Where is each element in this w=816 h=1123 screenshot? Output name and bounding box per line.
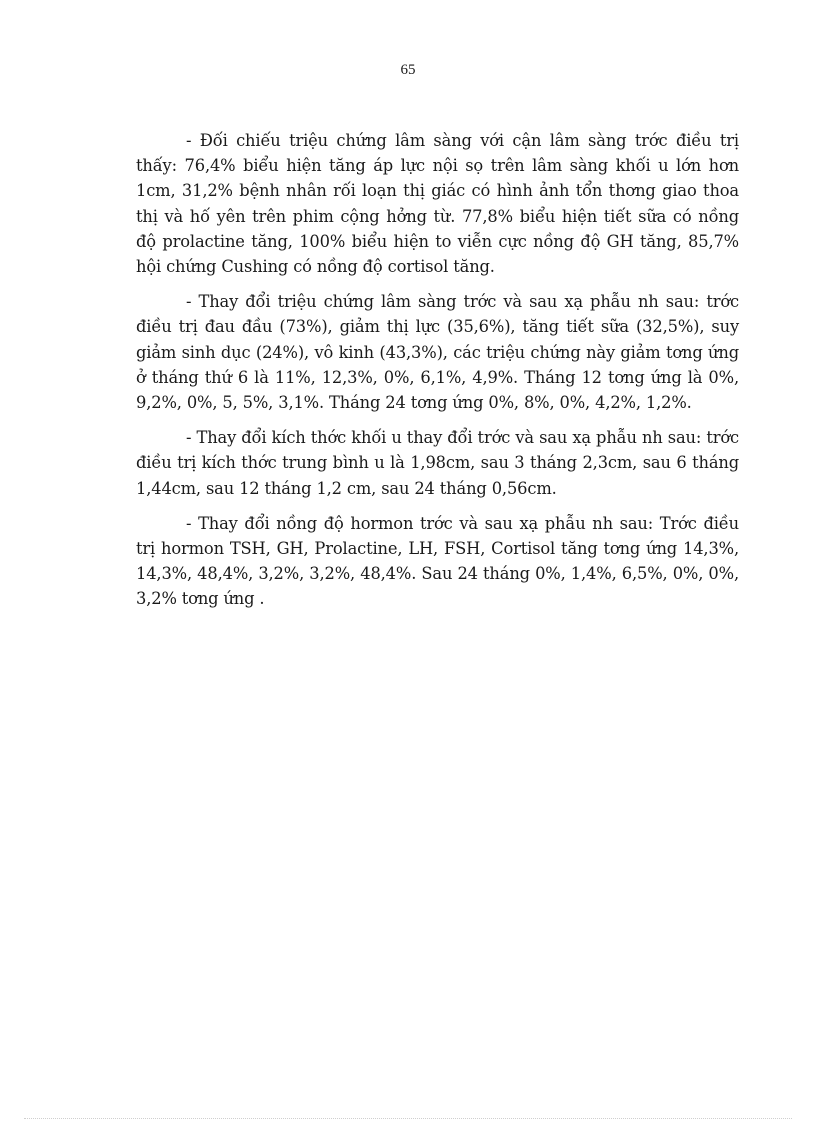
document-body (136, 128, 739, 622)
page-number: 65 (400, 62, 416, 78)
paragraph-symptom-changes: - Thay đổi triệu chứng lâm sàng trớc và sau xạ phẫu nh sau: trớc điều trị đau đầu (73%), giảm thị lực (35,6%), tăng tiết sữa (32,5%), suy giảm sinh dục (24%), vô kinh (43,3%), các triệu chứng này giảm tơng ứng ở tháng thứ 6 là 11%, 12,3%, 0%, 6,1%, 4,9%. Tháng 12 tơng ứng là 0%, 9,2%, 0%, 5, 5%, 3,1%. Tháng 24 tơng ứng 0%, 8%, 0%, 4,2%, 1,2%. (136, 292, 739, 413)
paragraph-tumor-size-changes: - Thay đổi kích thớc khối u thay đổi trớc và sau xạ phẫu nh sau: trớc điều trị kích thớc trung bình u là 1,98cm, sau 3 tháng 2,3cm, sau 6 tháng 1,44cm, sau 12 tháng 1,2 cm, sau 24 tháng 0,56cm. (136, 428, 739, 498)
paragraph-clinical-comparison: - Đối chiếu triệu chứng lâm sàng với cận lâm sàng trớc điều trị thấy: 76,4% biểu hiện tăng áp lực nội sọ trên lâm sàng khối u lớn hơn 1cm, 31,2% bệnh nhân rối loạn thị giác có hình ảnh tổn thơng giao thoa thị và hố yên trên phim cộng hởng từ. 77,8% biểu hiện tiết sữa có nồng độ prolactine tăng, 100% biểu hiện to viễn cực nồng độ GH tăng, 85,7% hội chứng Cushing có nồng độ cortisol tăng. (136, 131, 739, 277)
bottom-divider (24, 1118, 792, 1119)
paragraph-hormone-changes: - Thay đổi nồng độ hormon trớc và sau xạ phẫu nh sau: Trớc điều trị hormon TSH, GH, Prolactine, LH, FSH, Cortisol tăng tơng ứng 14,3%, 14,3%, 48,4%, 3,2%, 3,2%, 48,4%. Sau 24 tháng 0%, 1,4%, 6,5%, 0%, 0%, 3,2% tơng ứng . (136, 513, 739, 609)
